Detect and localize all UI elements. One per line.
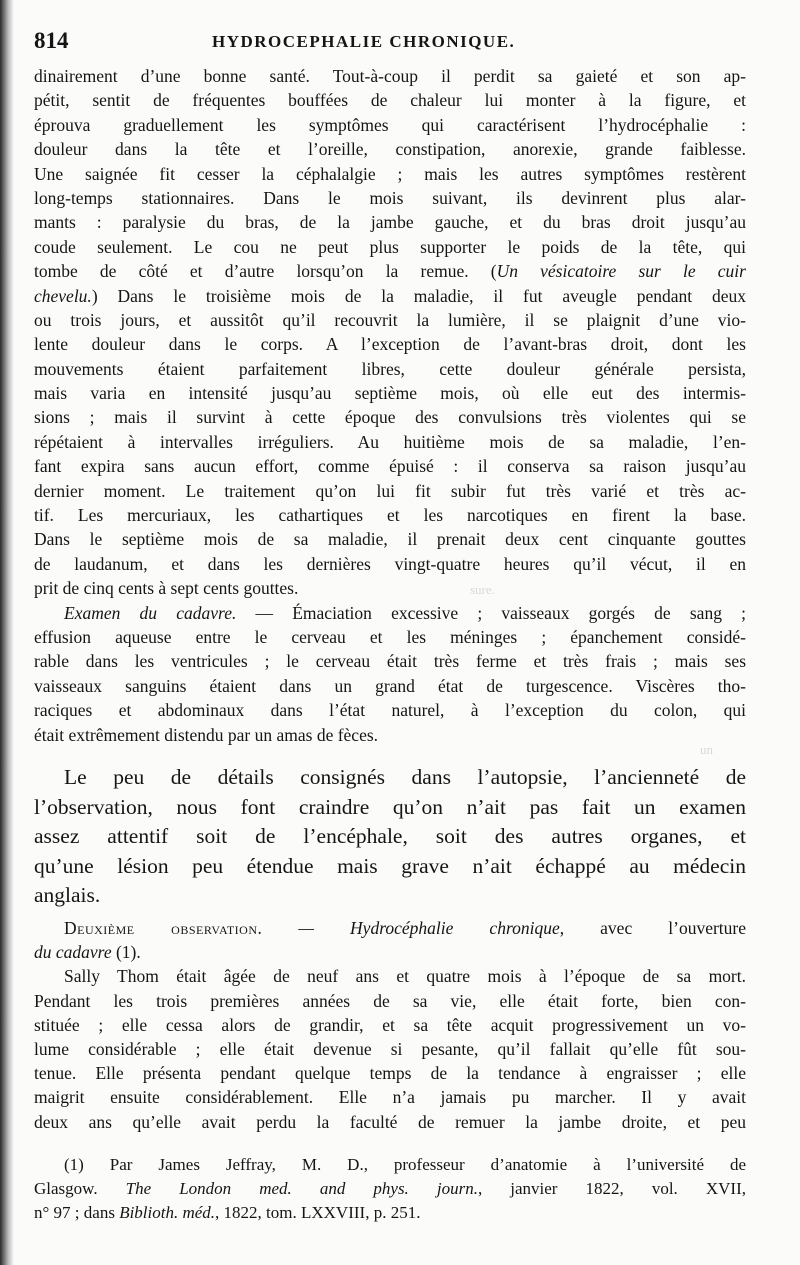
text-line: long-temps stationnaires. Dans le mois suivant, ils devinrent plus alar- (34, 187, 746, 208)
journal-title-italic: The London med. and phys. journ. (125, 1179, 478, 1198)
text-line: pétit, sentit de fréquentes bouffées de chaleur lui monter à la figure, et (34, 90, 746, 111)
page-number: 814 (34, 28, 69, 53)
section-label-italic: Examen du cadavre. (64, 602, 237, 623)
text-span: ) Dans le troisième mois de la maladie, il fut aveugle pendant deux (91, 285, 746, 306)
footnote-reference: (1). (111, 942, 141, 963)
text-line: prit de cinq cents à sept cents gouttes. (34, 578, 299, 599)
first-observation-continuation (34, 64, 746, 747)
text-line: Dans le septième mois de sa maladie, il prenait deux cent cinquante gouttes (34, 529, 746, 550)
text-line: fant expira sans aucun effort, comme épuisé : il conserva sa raison jusqu’au (34, 456, 746, 477)
text-line: l’observation, nous font craindre qu’on n’ait pas fait un examen (34, 794, 746, 819)
text-line: stituée ; elle cessa alors de grandir, et sa tête acquit progressivement un vo- (34, 1014, 746, 1035)
heading-text: , avec l’ouverture (559, 918, 746, 938)
text-line: Le peu de détails consignés dans l’autopsie, l’ancienneté de (64, 765, 746, 789)
text-span: — Émaciation excessive ; vaisseaux gorgés de sang ; (236, 602, 746, 623)
text-line: mants : paralysie du bras, de la jambe gauche, et du bras droit jusqu’au (34, 212, 746, 233)
text-line: Sally Thom était âgée de neuf ans et quatre mois à l’époque de sa mort. (64, 966, 746, 987)
treatment-italic: chevelu. (34, 285, 92, 306)
text-line: sions ; mais il survint à cette époque des convulsions très violentes qui se (34, 407, 746, 428)
text-line: tenue. Elle présenta pendant quelque temps de la tendance à engraisser ; elle (34, 1063, 746, 1084)
text-span: , janvier 1822, vol. XVII, (477, 1179, 746, 1198)
text-line: répétaient à intervalles irréguliers. Au huitième mois de sa maladie, l’en- (34, 431, 746, 452)
text-line: anglais. (34, 883, 101, 907)
text-line (34, 284, 746, 308)
text-line (34, 601, 746, 625)
show-through-text: un (700, 742, 713, 757)
text-line: assez attentif soit de l’encéphale, soit des autres organes, et (34, 824, 746, 848)
text-line: était extrêmement distendu par un amas de fèces. (34, 724, 379, 745)
text-line: rable dans les ventricules ; le cerveau était très ferme et très frais ; mais ses (34, 651, 746, 672)
text-line: dernier moment. Le traitement qu’on lui fit subir fut très varié et très ac- (34, 480, 746, 501)
text-line: lente douleur dans le corps. A l’exception de l’avant-bras droit, dont les (34, 334, 746, 355)
show-through-text: sure. (470, 582, 495, 597)
text-line: de laudanum, et dans les dernières vingt-quatre heures qu’il vécut, il en (34, 553, 746, 574)
running-title: HYDROCEPHALIE CHRONIQUE. (212, 32, 516, 51)
text-line: douleur dans la tête et l’oreille, constipation, anorexie, grande faiblesse. (34, 139, 746, 160)
text-line: dinairement d’une bonne santé. Tout-à-coup il perdit sa gaieté et son ap- (34, 66, 746, 86)
text-line: mouvements étaient parfaitement libres, cette douleur générale persista, (34, 358, 746, 379)
text-line: tif. Les mercuriaux, les cathartiques et les narcotiques en firent la base. (34, 505, 746, 526)
text-line: ou trois jours, et aussitôt qu’il recouvrit la lumière, il se plaignit d’une vio- (34, 309, 746, 330)
text-line: qu’une lésion peu étendue mais grave n’ait échappé au médecin (34, 853, 746, 878)
heading-smallcaps: Deuxième observation. (64, 918, 263, 938)
text-line: Une saignée fit cesser la céphalalgie ; mais les autres symptômes restèrent (34, 163, 746, 184)
text-span: n° 97 ; dans (34, 1203, 120, 1222)
text-line: raciques et abdominaux dans l’état naturel, à l’exception du colon, qui (34, 700, 746, 721)
page-binding-shadow (0, 0, 14, 1265)
observation-heading (34, 916, 746, 940)
footnote-line: (1) Par James Jeffray, M. D., professeur d’anatomie à l’université de (64, 1155, 746, 1174)
text-line: mais varia en intensité jusqu’au septième mois, où elle eut des intermis- (34, 383, 746, 404)
text-line: vaisseaux sanguins étaient dans un grand état de turgescence. Viscères tho- (34, 675, 746, 696)
text-line: effusion aqueuse entre le cerveau et les méninges ; épanchement considé- (34, 626, 746, 647)
observation-heading (34, 940, 746, 964)
text-line: deux ans qu’elle avait perdu la faculté de remuer la jambe droite, et peu (34, 1111, 746, 1132)
footnote (34, 1153, 746, 1225)
author-commentary (34, 763, 746, 911)
text-line: Pendant les trois premières années de sa vie, elle était forte, bien con- (34, 990, 746, 1011)
text-line: éprouva graduellement les symptômes qui caractérisent l’hydrocéphalie : (34, 114, 746, 135)
footnote-line (34, 1201, 746, 1225)
text-span: , 1822, tom. LXXVIII, p. 251. (215, 1203, 421, 1222)
footnote-line (34, 1177, 746, 1201)
second-observation (34, 916, 746, 1134)
text-line: lume considérable ; elle était devenue si pesante, qu’il fallait qu’elle fût sou- (34, 1038, 746, 1059)
journal-title-italic: Biblioth. méd. (119, 1203, 216, 1222)
heading-italic: du cadavre (34, 942, 112, 963)
text-line (34, 259, 746, 283)
page-header (34, 28, 754, 58)
text-span: Glasgow. (34, 1179, 126, 1198)
text-line: coude seulement. Le cou ne peut plus supporter le poids de la tête, qui (34, 236, 746, 257)
heading-italic: — Hydrocéphalie chronique (262, 918, 560, 938)
text-line: maigrit ensuite considérablement. Elle n’a jamais pu marcher. Il y avait (34, 1087, 746, 1108)
text-span: tombe de côté et d’autre lorsqu’on la remue. ( (34, 261, 497, 282)
treatment-italic: Un vésicatoire sur le cuir (496, 261, 746, 282)
